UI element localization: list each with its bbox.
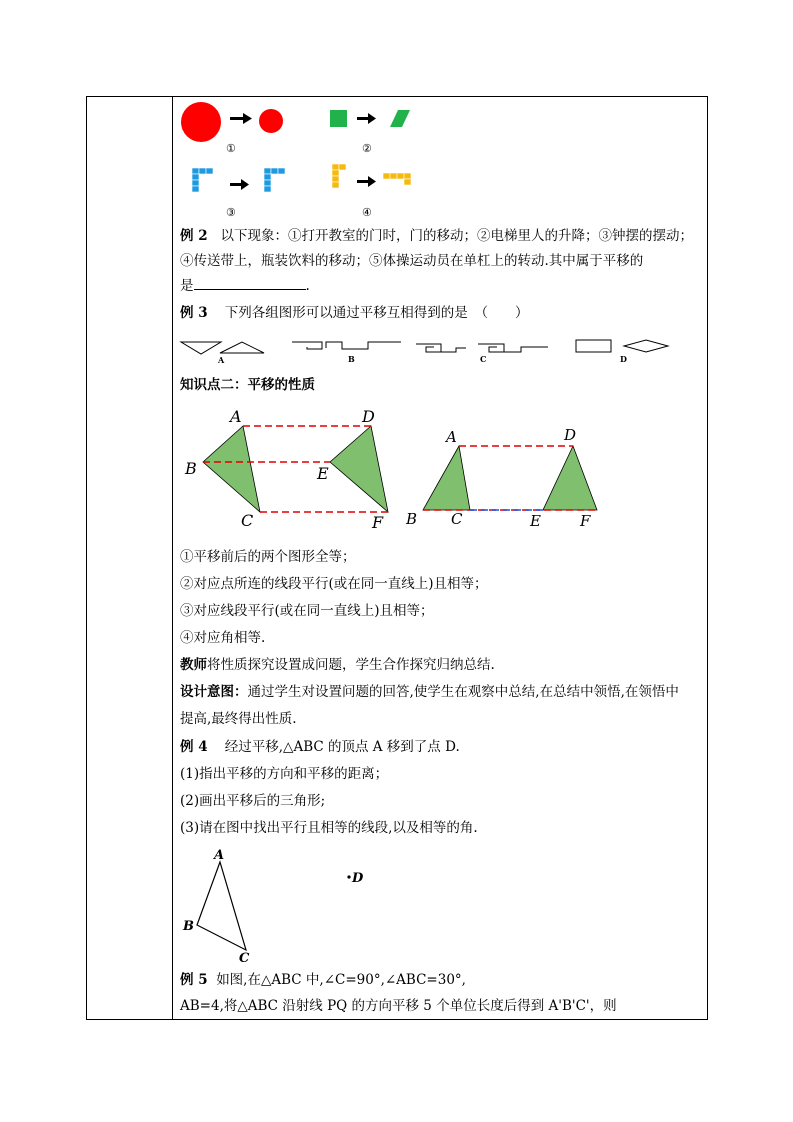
- option-b-shapes: [292, 342, 401, 349]
- point-label-c: C: [241, 511, 254, 530]
- property-3: ③对应线段平行(或在同一直线上)且相等；: [180, 603, 434, 619]
- design-intent-line-2: 提高,最终得出性质.: [180, 711, 297, 727]
- example-2-line-3: 是 .: [180, 278, 310, 294]
- ex4-point-a: A: [214, 848, 225, 863]
- point-label-f: F: [372, 513, 384, 532]
- yellow-block-shape-rotated: [383, 173, 411, 185]
- shape-transform-figure: [176, 98, 436, 220]
- point-label-e: E: [317, 464, 329, 483]
- ex4-point-d: D: [352, 871, 364, 886]
- figure-label-1: ①: [226, 142, 236, 155]
- ex4-point-c: C: [239, 951, 250, 964]
- option-b-label: B: [348, 354, 355, 364]
- translation-property-figure: [176, 402, 606, 534]
- point-label-b-right: B: [406, 510, 418, 528]
- triangle-abc-right: [423, 446, 470, 510]
- triangle-def-right: [543, 446, 597, 510]
- example-4-triangle-figure: [176, 844, 376, 964]
- point-label-c-right: C: [451, 510, 463, 528]
- answer-blank[interactable]: [194, 277, 306, 290]
- knowledge-point-2-title: 知识点二：平移的性质: [180, 377, 315, 393]
- arrow-right-icon: [230, 179, 249, 190]
- figure-label-2: ②: [362, 142, 372, 155]
- property-4: ④对应角相等.: [180, 630, 266, 646]
- table-column-divider: [172, 96, 173, 1020]
- property-1: ①平移前后的两个图形全等；: [180, 549, 356, 565]
- example-4-q3: (3)请在图中找出平行且相等的线段,以及相等的角.: [180, 820, 478, 836]
- triangle-def: [330, 426, 388, 512]
- large-red-circle: [181, 102, 221, 142]
- teacher-note: 教师将性质探究设置成问题，学生合作探究归纳总结.: [180, 657, 495, 673]
- small-red-circle: [259, 109, 283, 133]
- point-label-b: B: [185, 459, 197, 478]
- arrow-right-icon: [357, 113, 376, 124]
- blue-block-shape-translated: [264, 168, 285, 192]
- example-5-line-2: AB=4,将△ABC 沿射线 PQ 的方向平移 5 个单位长度后得到 A'B'C'，则: [180, 998, 617, 1014]
- example-2-line-1: 例 2 以下现象：①打开教室的门时，门的移动；②电梯里人的升降；③钟摆的摆动；: [180, 228, 693, 244]
- yellow-block-shape: [332, 164, 346, 188]
- point-label-d-right: D: [564, 426, 577, 444]
- triangle-abc-outline: [197, 862, 246, 950]
- option-c-shapes: [416, 344, 548, 352]
- option-d-shapes: [576, 340, 668, 352]
- green-square: [330, 110, 347, 127]
- triangle-abc: [203, 426, 260, 512]
- figure-label-3: ③: [226, 206, 236, 219]
- option-a-label: A: [218, 355, 225, 365]
- option-a-shapes: [181, 342, 264, 354]
- design-intent-line-1: 设计意图：通过学生对设置问题的回答,使学生在观察中总结,在总结中领悟,在领悟中: [180, 684, 679, 700]
- point-label-a: A: [230, 407, 242, 426]
- arrow-right-icon: [357, 176, 376, 187]
- green-parallelogram: [390, 110, 410, 127]
- point-label-a-right: A: [446, 428, 457, 446]
- option-d-label: D: [620, 354, 627, 364]
- point-label-e-right: E: [530, 512, 541, 530]
- arrow-right-icon: [230, 113, 252, 124]
- example-5-line-1: 例 5 如图,在△ABC 中,∠C=90°,∠ABC=30°,: [180, 972, 466, 988]
- option-c-label: C: [480, 354, 487, 364]
- figure-label-4: ④: [362, 206, 372, 219]
- example-4-q1: (1)指出平移的方向和平移的距离；: [180, 766, 389, 782]
- ex4-point-b: B: [183, 919, 194, 934]
- property-2: ②对应点所连的线段平行(或在同一直线上)且相等；: [180, 576, 488, 592]
- point-label-d: D: [362, 407, 375, 426]
- example-3-options-figure: [176, 336, 676, 366]
- example-4-q2: (2)画出平移后的三角形;: [180, 793, 326, 809]
- example-3-question: 例 3 下列各组图形可以通过平移互相得到的是 （ ）: [180, 305, 529, 321]
- point-d-dot: [347, 875, 350, 878]
- example-4-question: 例 4 经过平移,△ABC 的顶点 A 移到了点 D.: [180, 739, 460, 755]
- point-label-f-right: F: [580, 512, 591, 530]
- blue-block-shape: [192, 168, 213, 192]
- example-2-line-2: ④传送带上，瓶装饮料的移动；⑤体操运动员在单杠上的转动.其中属于平移的: [180, 253, 644, 269]
